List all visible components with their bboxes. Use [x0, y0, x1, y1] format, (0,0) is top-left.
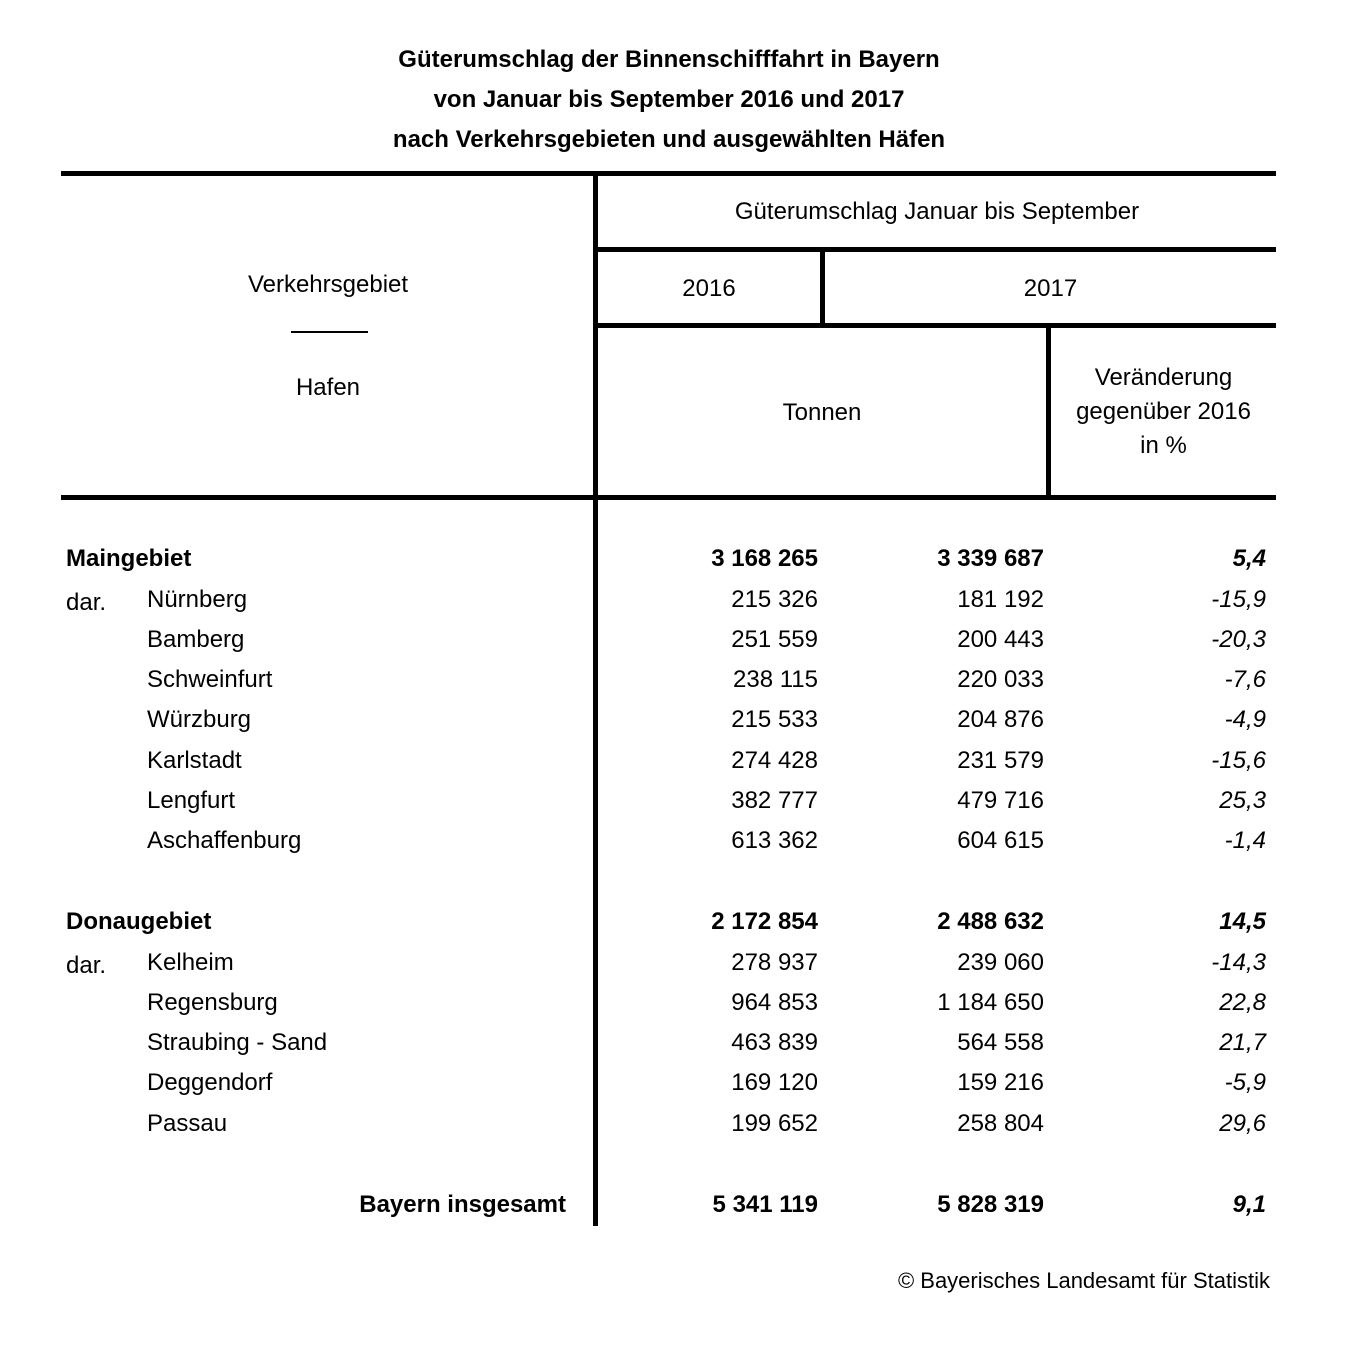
value-change: -5,9 [1224, 1069, 1266, 1096]
table-row [0, 781, 1362, 821]
port-name: Bamberg [147, 626, 245, 653]
header-change-line-1: Veränderung [1094, 364, 1233, 391]
value-2017: 2 488 632 [937, 908, 1044, 935]
header-change [1051, 361, 1276, 463]
value-2017: 239 060 [957, 949, 1044, 976]
table-row [0, 983, 1362, 1023]
header-year-2017: 2017 [1023, 275, 1078, 302]
section-name: Maingebiet [66, 545, 192, 572]
value-2017: 200 443 [957, 626, 1044, 653]
total-row [0, 1185, 1362, 1225]
value-change: 5,4 [1232, 545, 1266, 572]
value-change: -7,6 [1224, 666, 1266, 693]
port-name: Regensburg [147, 989, 278, 1016]
value-change: -4,9 [1224, 706, 1266, 733]
header-change-line-3: in % [1140, 432, 1187, 459]
value-2017: 258 804 [957, 1110, 1044, 1137]
section-row-donaugebiet [0, 902, 1362, 942]
value-change: 25,3 [1219, 787, 1266, 814]
rule-header-group [597, 247, 1276, 252]
port-name: Lengfurt [147, 787, 236, 814]
table-row [0, 741, 1362, 781]
rule-header-years [597, 323, 1276, 328]
value-change: -15,9 [1211, 586, 1266, 613]
header-stub-verkehrsgebiet: Verkehrsgebiet [247, 271, 409, 298]
value-2016: 613 362 [731, 827, 818, 854]
prefix-dar: dar. [66, 952, 107, 979]
value-2017: 159 216 [957, 1069, 1044, 1096]
value-2016: 2 172 854 [711, 908, 818, 935]
value-change: 9,1 [1232, 1191, 1266, 1218]
value-2017: 220 033 [957, 666, 1044, 693]
value-2017: 1 184 650 [937, 989, 1044, 1016]
port-name: Würzburg [147, 706, 252, 733]
port-name: Deggendorf [147, 1069, 273, 1096]
table-row [0, 821, 1362, 861]
value-2017: 5 828 319 [937, 1191, 1044, 1218]
section-name: Donaugebiet [66, 908, 212, 935]
value-2016: 169 120 [731, 1069, 818, 1096]
value-2017: 479 716 [957, 787, 1044, 814]
table-row [0, 1023, 1362, 1063]
table-row [0, 580, 1362, 620]
value-2016: 278 937 [731, 949, 818, 976]
value-change: -14,3 [1211, 949, 1266, 976]
section-row-maingebiet [0, 539, 1362, 579]
port-name: Karlstadt [147, 747, 242, 774]
value-2016: 5 341 119 [712, 1191, 818, 1218]
value-2017: 231 579 [957, 747, 1044, 774]
value-2016: 274 428 [731, 747, 818, 774]
header-stub-divider [291, 331, 368, 333]
header-unit-tonnen: Tonnen [782, 399, 862, 426]
total-label: Bayern insgesamt [359, 1191, 566, 1218]
value-2016: 215 326 [731, 586, 818, 613]
table-title [0, 40, 1338, 160]
table-row [0, 660, 1362, 700]
header-change-line-2: gegenüber 2016 [1076, 398, 1251, 425]
header-year-2016: 2016 [682, 275, 736, 302]
header-stub-hafen: Hafen [295, 374, 361, 401]
table-row [0, 1104, 1362, 1144]
port-name: Straubing - Sand [147, 1029, 328, 1056]
rule-top [61, 171, 1276, 176]
value-2016: 382 777 [731, 787, 818, 814]
value-change: -15,6 [1211, 747, 1266, 774]
value-2017: 604 615 [957, 827, 1044, 854]
value-change: 29,6 [1219, 1110, 1266, 1137]
value-2016: 463 839 [731, 1029, 818, 1056]
port-name: Kelheim [147, 949, 234, 976]
value-2016: 3 168 265 [711, 545, 818, 572]
port-name: Schweinfurt [147, 666, 273, 693]
value-2016: 238 115 [733, 666, 818, 693]
value-2016: 251 559 [731, 626, 818, 653]
value-2017: 564 558 [957, 1029, 1044, 1056]
table-row [0, 1063, 1362, 1103]
value-2016: 964 853 [731, 989, 818, 1016]
value-change: -20,3 [1211, 626, 1266, 653]
copyright-footer: © Bayerisches Landesamt für Statistik [897, 1268, 1270, 1293]
value-2017: 181 192 [957, 586, 1044, 613]
port-name: Nürnberg [147, 586, 248, 613]
value-2016: 215 533 [731, 706, 818, 733]
value-2017: 3 339 687 [937, 545, 1044, 572]
table-row [0, 620, 1362, 660]
rule-header-bottom [61, 495, 1276, 500]
value-change: 21,7 [1219, 1029, 1266, 1056]
value-2016: 199 652 [731, 1110, 818, 1137]
port-name: Passau [147, 1110, 228, 1137]
value-change: 22,8 [1219, 989, 1266, 1016]
table-row [0, 700, 1362, 740]
value-change: -1,4 [1224, 827, 1266, 854]
prefix-dar: dar. [66, 589, 107, 616]
value-change: 14,5 [1219, 908, 1266, 935]
title-line-3: nach Verkehrsgebieten und ausgewählten Häfen [392, 126, 946, 153]
title-line-2: von Januar bis September 2016 und 2017 [433, 86, 905, 113]
port-name: Aschaffenburg [147, 827, 302, 854]
title-line-1: Güterumschlag der Binnenschifffahrt in Bayern [398, 46, 940, 73]
header-group: Güterumschlag Januar bis September [734, 198, 1140, 225]
table-row [0, 943, 1362, 983]
value-2017: 204 876 [957, 706, 1044, 733]
